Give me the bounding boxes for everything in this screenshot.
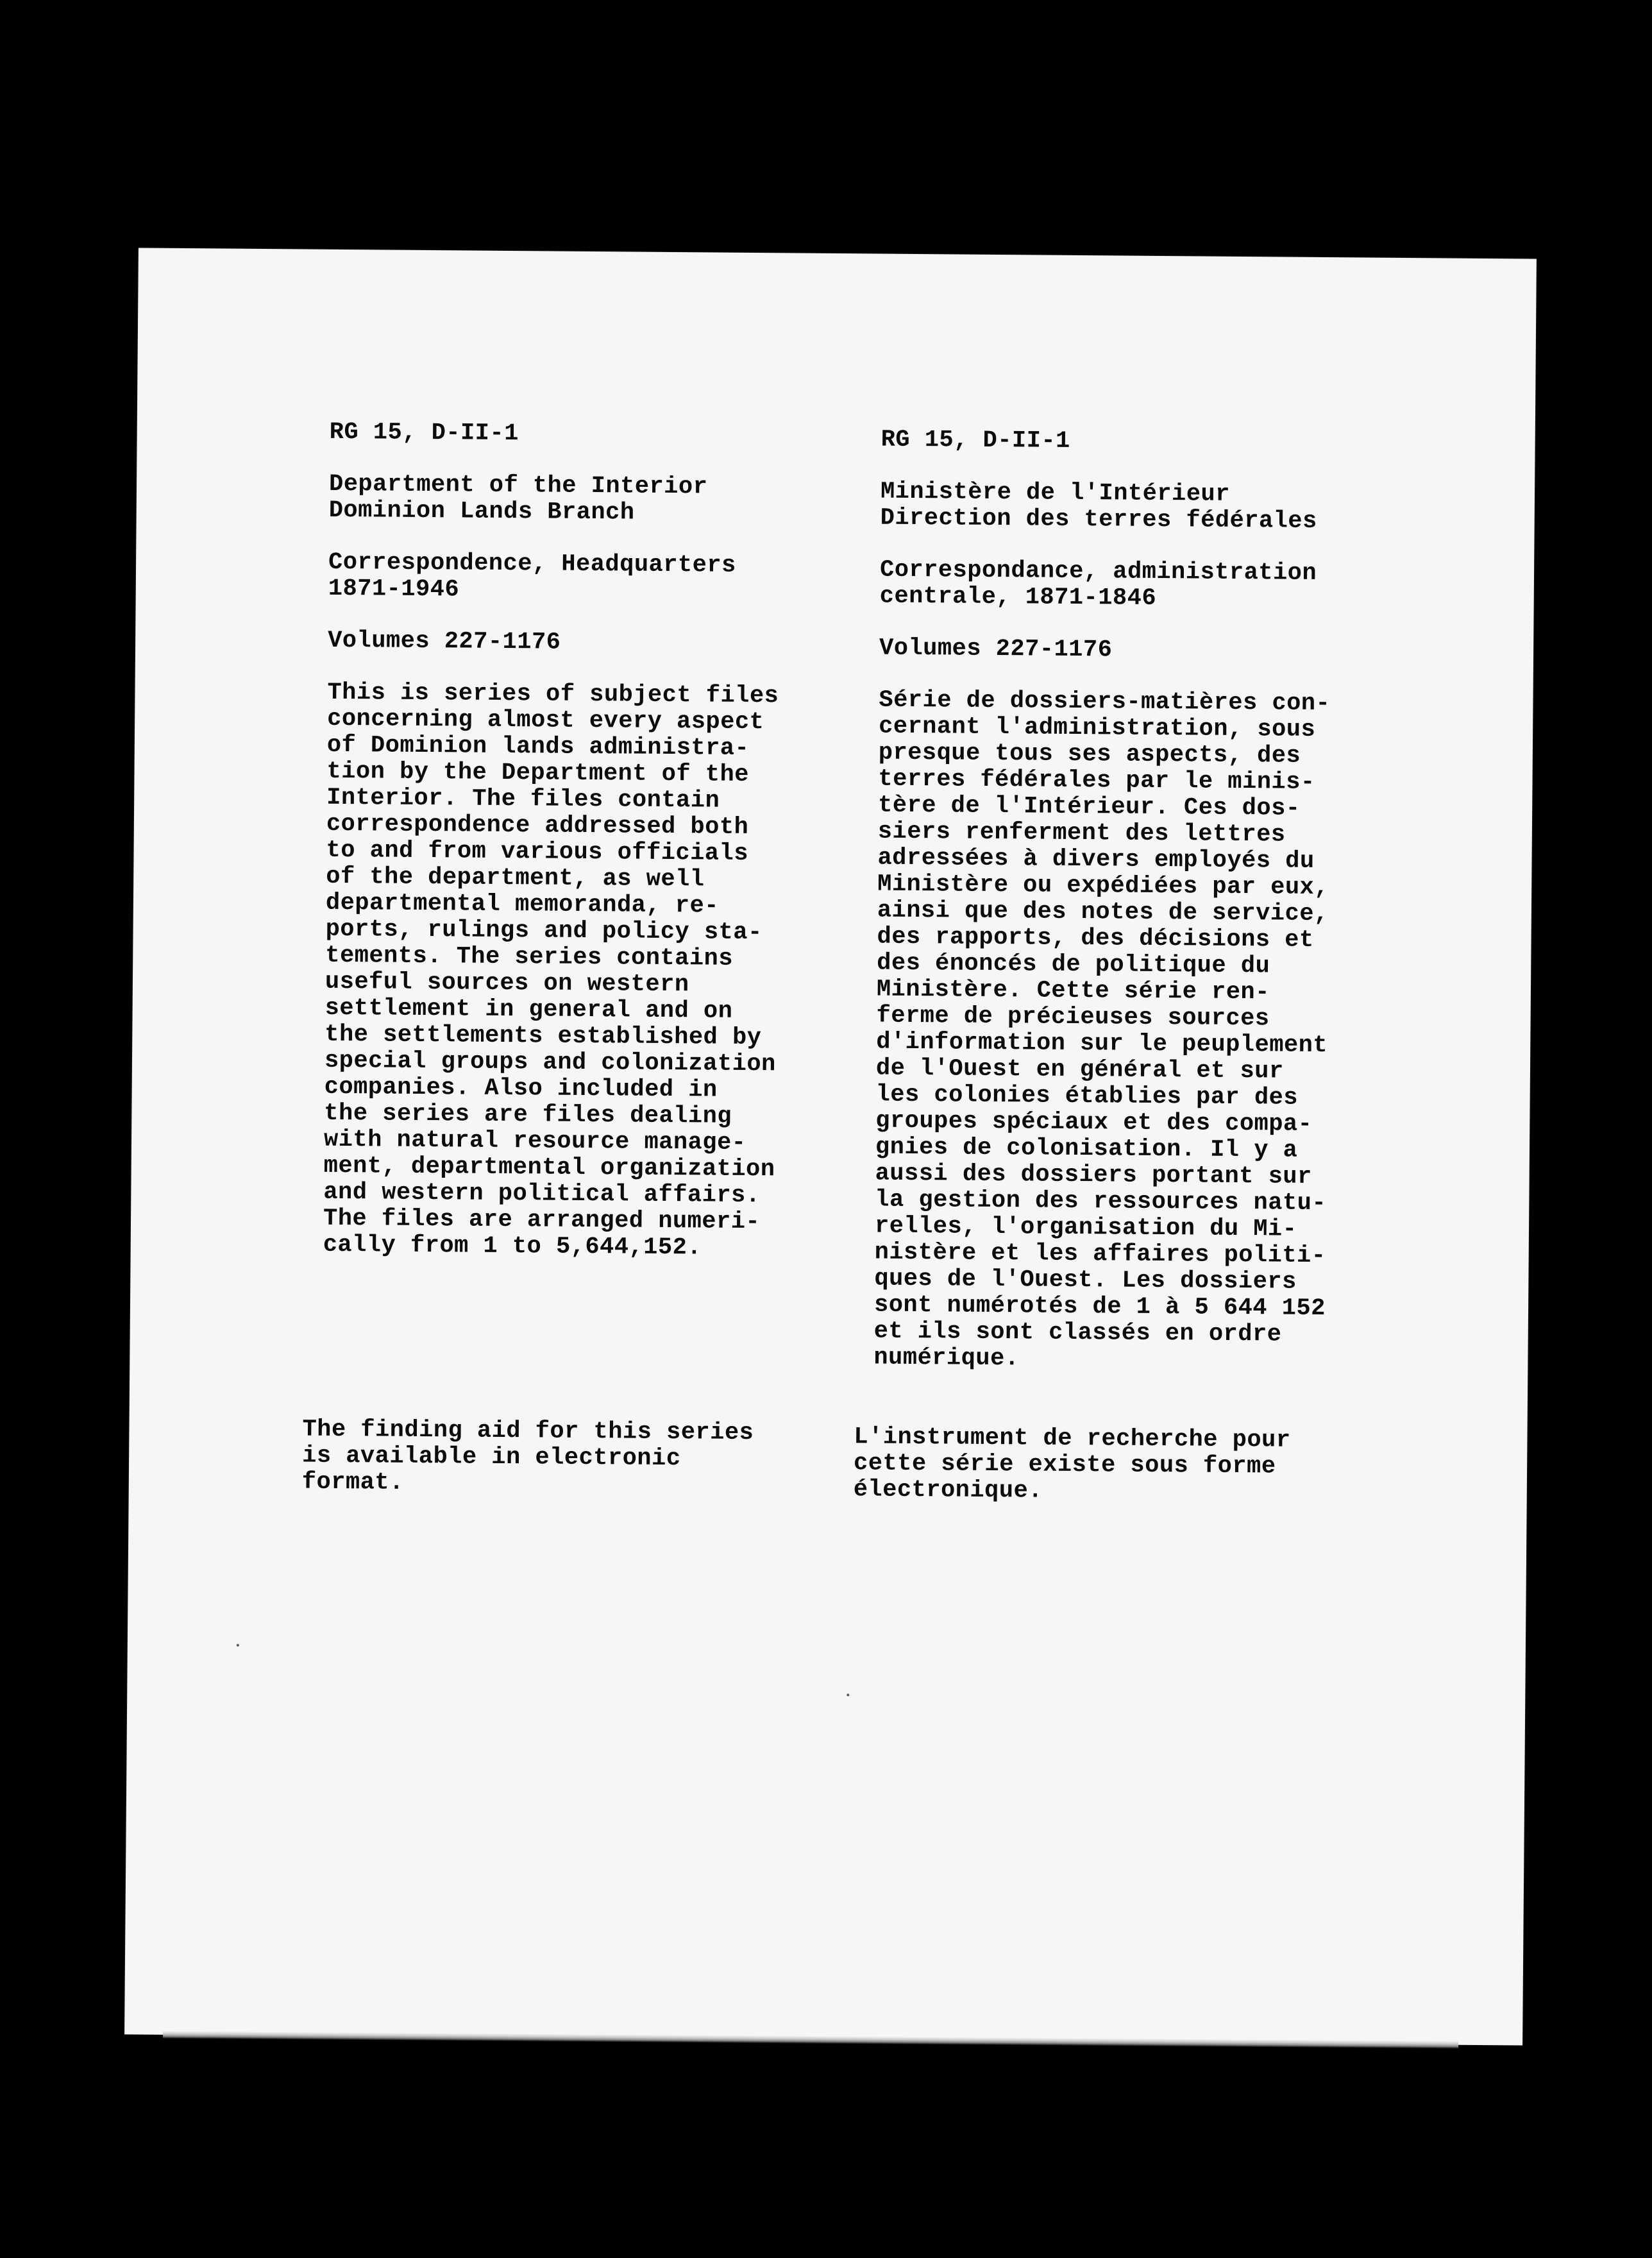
- french-volumes: Volumes 227-1176: [879, 634, 1113, 664]
- english-description: This is series of subject files concerning almost every aspect of Dominion lands administra- tion by the Department of the Interior. The files contain correspondence addressed both to and from various officials of the department, as well departmental memoranda, re- ports, rulings and policy sta- tements. The series contains useful sources on western settlement in general and on the settlements established by special groups and colonization companies. Also included in the series are files dealing with natural resource manage- ment, departmental organization and western political affairs. The files are arranged numeri- cally from 1 to 5,644,152.: [323, 679, 779, 1262]
- french-column: [853, 426, 1401, 1505]
- french-description: Série de dossiers-matières con- cernant l'administration, sous presque tous ses aspects, des terres fédérales par le minis- tère de l'Intérieur. Ces dos- siers renferment des lettres adressées à divers employés du Ministère ou expédiées par eux, ainsi que des notes de service, des rapports, des décisions et des énoncés de politique du Ministère. Cette série ren- ferme de précieuses sources d'information sur le peuplement de l'Ouest en général et sur les colonies établies par des groupes spéciaux et des compa- gnies de colonisation. Il y a aussi des dossiers portant sur la gestion des ressources natu- relles, l'organisation du Mi- nistère et les affaires politi- ques de l'Ouest. Les dossiers sont numérotés de 1 à 5 644 152 et ils sont classés en ordre numérique.: [873, 686, 1331, 1373]
- english-reference-number: RG 15, D-II-1: [329, 418, 519, 448]
- english-finding-aid-note: The finding aid for this series is available in electronic format.: [301, 1416, 754, 1497]
- french-finding-aid-note: L'instrument de recherche pour cette série existe sous forme électronique.: [853, 1423, 1291, 1505]
- english-title: Correspondence, Headquarters 1871-1946: [328, 548, 736, 604]
- french-department: Ministère de l'Intérieur Direction des terres fédérales: [880, 478, 1317, 535]
- french-reference-number: RG 15, D-II-1: [881, 426, 1070, 455]
- page-bottom-edge: [163, 2031, 1458, 2049]
- english-column: [301, 418, 836, 1497]
- scan-speck: [237, 1644, 239, 1647]
- document-page: [124, 248, 1537, 2045]
- french-title: Correspondance, administration centrale, 1871-1846: [879, 556, 1317, 612]
- english-volumes: Volumes 227-1176: [328, 627, 561, 656]
- english-department: Department of the Interior Dominion Lands Branch: [328, 470, 708, 527]
- scan-speck: [847, 1694, 849, 1696]
